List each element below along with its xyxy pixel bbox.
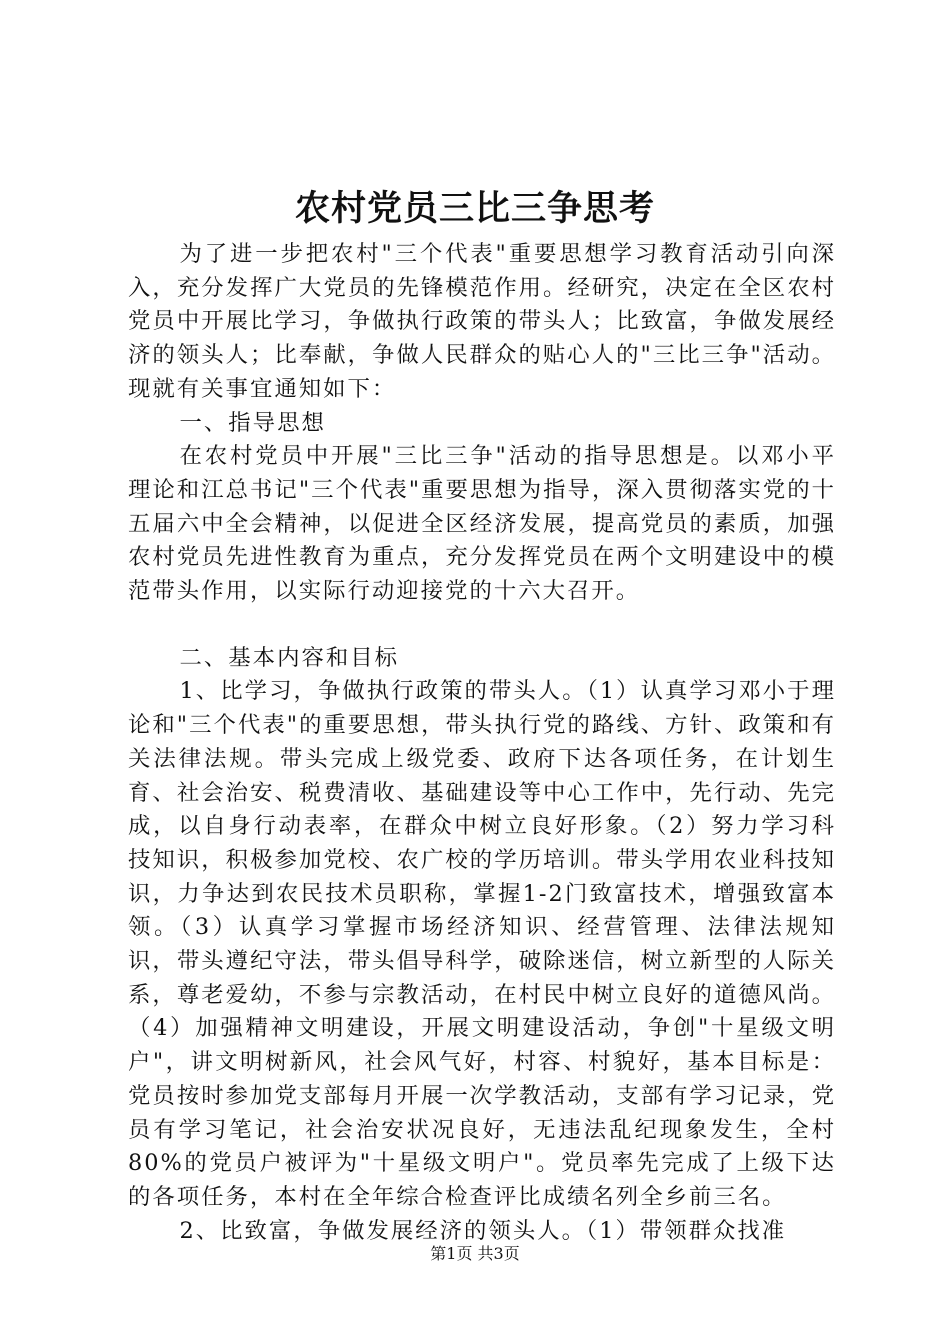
section-heading-content-goals: 二、基本内容和目标 bbox=[179, 644, 400, 671]
section-heading-guiding-thought: 一、指导思想 bbox=[179, 409, 326, 436]
document-body bbox=[128, 238, 836, 1248]
wealth-paragraph: 2、比致富，争做发展经济的领头人。（1）带领群众找准 bbox=[179, 1217, 787, 1244]
study-paragraph: 1、比学习，争做执行政策的带头人。（1）认真学习邓小于理论和"三个代表"的重要思想，带头执行党的路线、方针、政策和有关法律法规。带头完成上级党委、政府下达各项任务，在计划生育、社会治安、税费清收、基础建设等中心工作中，先行动、先完成，以自身行动表率，在群众中树立良好形象。（2）努力学习科技知识，积极参加党校、农广校的学历培训。带头学用农业科技知识，力争达到农民技术员职称，掌握1-2门致富技术，增强致富本领。（3）认真学习掌握市场经济知识、经营管理、法律法规知识，带头遵纪守法，带头倡导科学，破除迷信，树立新型的人际关系，尊老爱幼，不参与宗教活动，在村民中树立良好的道德风尚。（4）加强精神文明建设，开展文明建设活动，争创"十星级文明户"，讲文明树新风，社会风气好，村容、村貌好，基本目标是：党员按时参加党支部每月开展一次学教活动，支部有学习记录，党员有学习笔记，社会治安状况良好，无违法乱纪现象发生，全村80%的党员户被评为"十星级文明户"。党员率先完成了上级下达的各项任务，本村在全年综合检查评比成绩名列全乡前三名。 bbox=[128, 678, 836, 1210]
intro-paragraph: 为了进一步把农村"三个代表"重要思想学习教育活动引向深入，充分发挥广大党员的先锋模范作用。经研究，决定在全区农村党员中开展比学习，争做执行政策的带头人；比致富，争做发展经济的领头人；比奉献，争做人民群众的贴心人的"三比三争"活动。现就有关事宜通知如下： bbox=[128, 241, 836, 402]
document-title: 农村党员三比三争思考 bbox=[294, 188, 655, 229]
guiding-thought-paragraph: 在农村党员中开展"三比三争"活动的指导思想是。以邓小平理论和江总书记"三个代表"重要思想为指导，深入贯彻落实党的十五届六中全会精神，以促进全区经济发展，提高党员的素质，加强农村党员先进性教育为重点，充分发挥党员在两个文明建设中的模范带头作用，以实际行动迎接党的十六大召开。 bbox=[128, 443, 836, 605]
page-number-footer: 第1页 共3页 bbox=[430, 1244, 520, 1263]
